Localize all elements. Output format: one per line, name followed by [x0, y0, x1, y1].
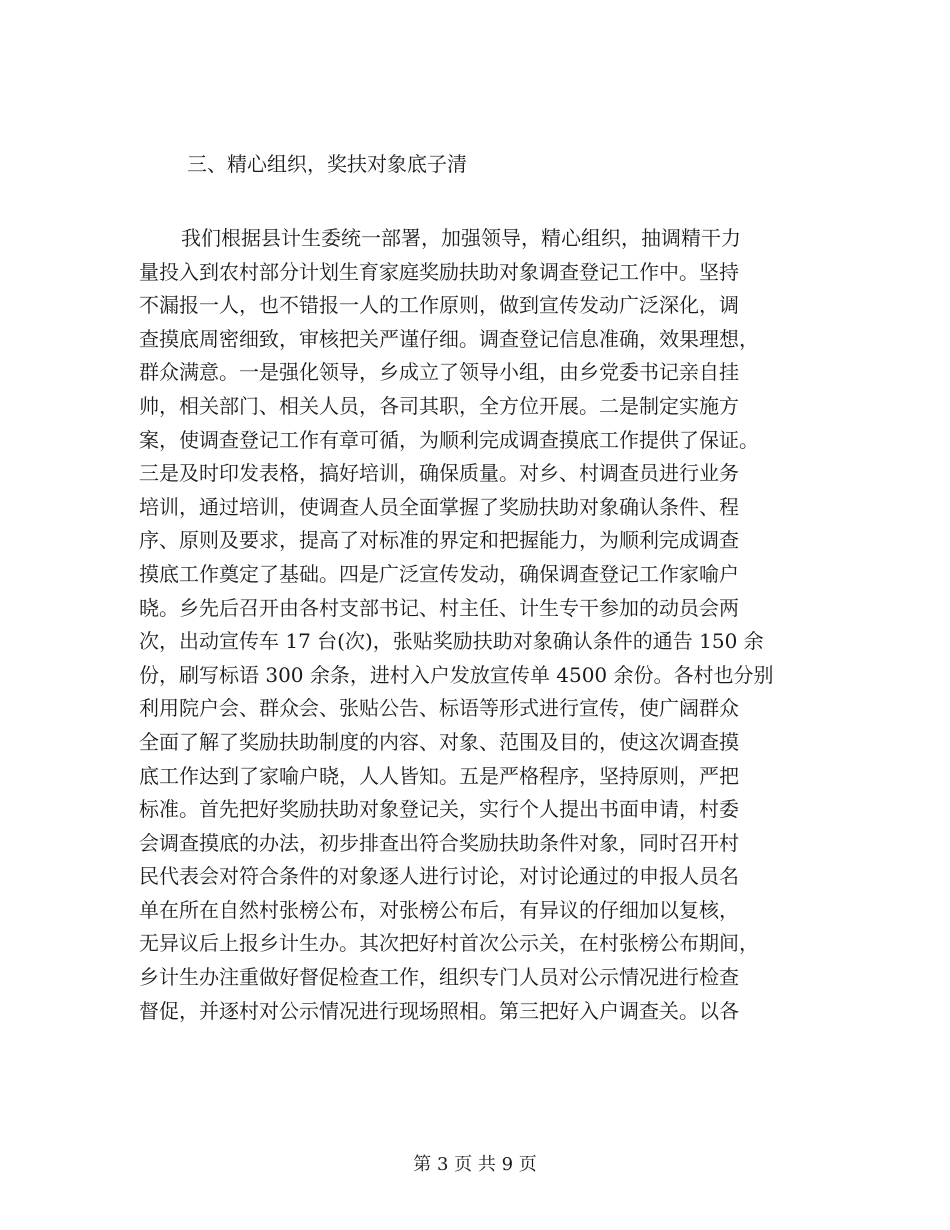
paragraph-line: 量投入到农村部分计划生育家庭奖励扶助对象调查登记工作中。坚持 — [139, 259, 739, 284]
section-heading: 三、精心组织，奖扶对象底子清 — [187, 152, 467, 176]
paragraph-line: 帅，相关部门、相关人员，各司其职，全方位开展。二是制定实施方 — [139, 393, 739, 418]
paragraph-line: 无异议后上报乡计生办。其次把好村首次公示关，在村张榜公布期间， — [139, 931, 759, 956]
paragraph-line: 晓。乡先后召开由各村支部书记、村主任、计生专干参加的动员会两 — [139, 595, 739, 620]
paragraph-line: 标准。首先把好奖励扶助对象登记关，实行个人提出书面申请，村委 — [139, 797, 739, 822]
paragraph-line: 查摸底周密细致，审核把关严谨仔细。调查登记信息准确，效果理想， — [139, 326, 759, 351]
paragraph-line: 利用院户会、群众会、张贴公告、标语等形式进行宣传，使广阔群众 — [139, 696, 739, 721]
paragraph-line: 序、原则及要求，提高了对标准的界定和把握能力，为顺利完成调查 — [139, 528, 739, 553]
paragraph-line: 案，使调查登记工作有章可循，为顺利完成调查摸底工作提供了保证。 — [139, 427, 759, 452]
paragraph-line: 我们根据县计生委统一部署，加强领导，精心组织，抽调精干力 — [181, 226, 741, 250]
paragraph-line: 会调查摸底的办法，初步排查出符合奖励扶助条件对象，同时召开村 — [139, 830, 739, 855]
paragraph-line: 单在所在自然村张榜公布，对张榜公布后，有异议的仔细加以复核， — [139, 897, 739, 922]
paragraph-line: 次，出动宣传车 17 台(次)，张贴奖励扶助对象确认条件的通告 150 余 — [139, 629, 764, 654]
paragraph-line: 摸底工作奠定了基础。四是广泛宣传发动，确保调查登记工作家喻户 — [139, 561, 739, 586]
paragraph-line: 底工作达到了家喻户晓，人人皆知。五是严格程序，坚持原则，严把 — [139, 763, 739, 788]
body-paragraph — [139, 222, 804, 1028]
paragraph-line: 乡计生办注重做好督促检查工作，组织专门人员对公示情况进行检查 — [139, 965, 739, 990]
page-number-footer: 第 3 页 共 9 页 — [413, 1154, 537, 1175]
paragraph-line: 培训，通过培训，使调查人员全面掌握了奖励扶助对象确认条件、程 — [139, 494, 739, 519]
paragraph-line: 督促，并逐村对公示情况进行现场照相。第三把好入户调查关。以各 — [139, 998, 739, 1023]
paragraph-line: 三是及时印发表格，搞好培训，确保质量。对乡、村调查员进行业务 — [139, 461, 739, 486]
paragraph-line: 群众满意。一是强化领导，乡成立了领导小组，由乡党委书记亲自挂 — [139, 360, 739, 385]
paragraph-line: 民代表会对符合条件的对象逐人进行讨论，对讨论通过的申报人员名 — [139, 864, 739, 889]
paragraph-line: 全面了解了奖励扶助制度的内容、对象、范围及目的，使这次调查摸 — [139, 729, 739, 754]
paragraph-line: 份，刷写标语 300 余条，进村入户发放宣传单 4500 余份。各村也分别 — [139, 662, 774, 687]
paragraph-line: 不漏报一人，也不错报一人的工作原则，做到宣传发动广泛深化，调 — [139, 293, 739, 318]
